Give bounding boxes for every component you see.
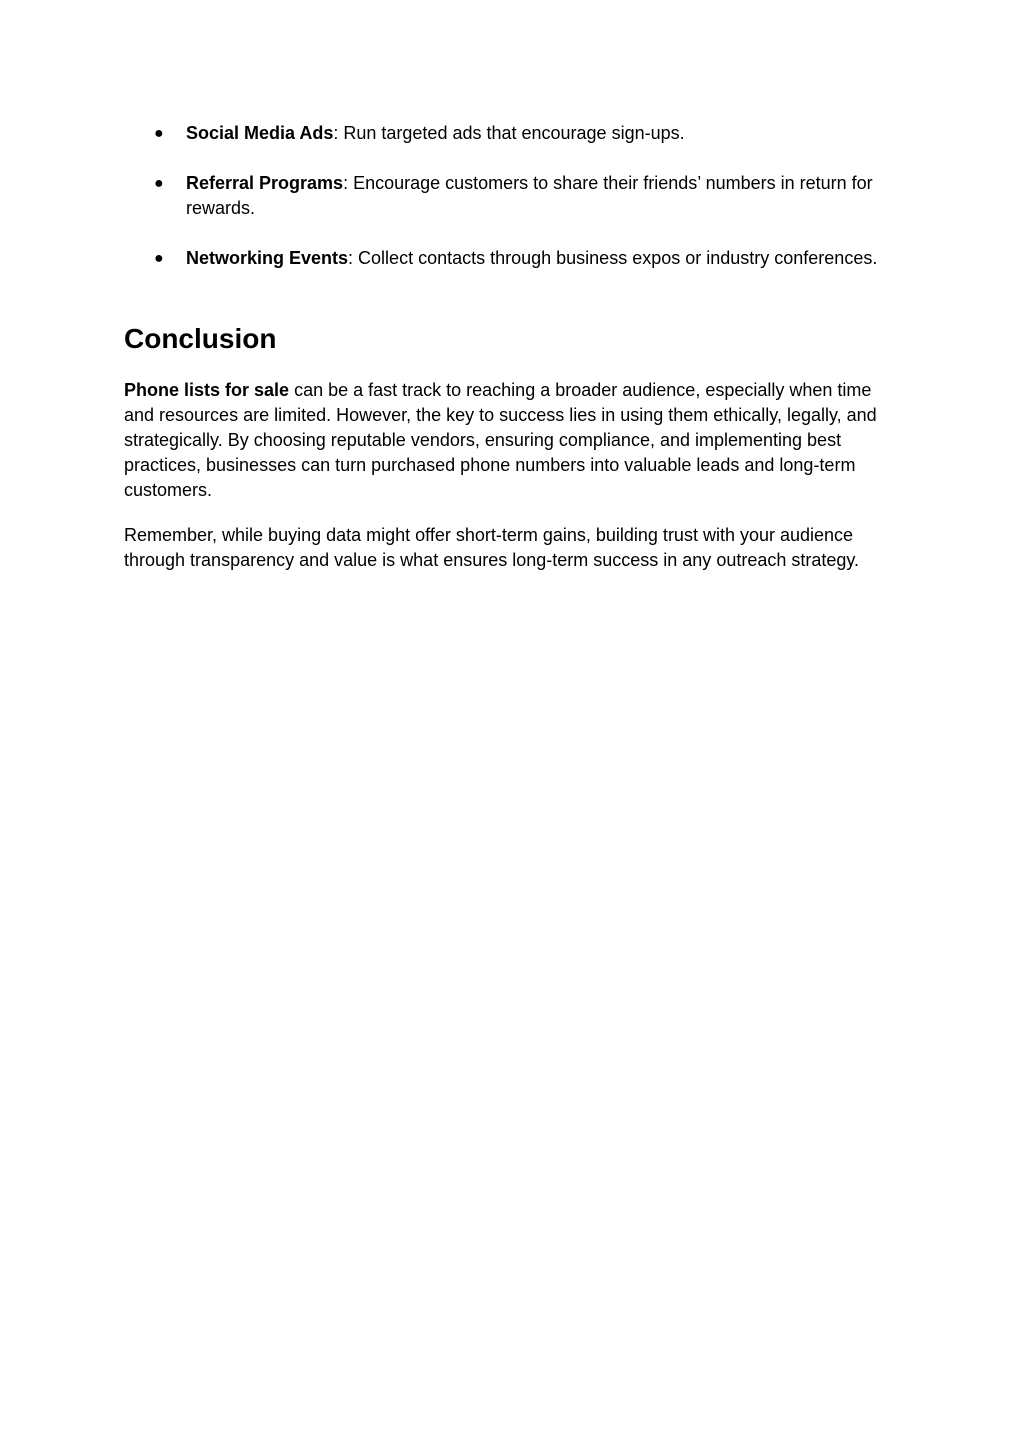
bold-phrase: Phone lists for sale [124, 380, 290, 400]
list-item [124, 171, 904, 221]
bullet-icon: ● [154, 175, 164, 192]
list-item [124, 246, 904, 271]
bullet-term: Referral Programs [186, 173, 344, 193]
bullet-text: : Encourage customers to share their friends’ numbers in return for rewards. [186, 173, 873, 218]
bullet-text: : Run targeted ads that encourage sign-ups. [333, 123, 685, 143]
closing-paragraph: Remember, while buying data might offer short-term gains, building trust with your audience through transparency and value is what ensures long-term success in any outreach strategy. [124, 525, 860, 570]
bullet-text: : Collect contacts through business expos or industry conferences. [348, 248, 878, 268]
list-item [124, 121, 904, 146]
bullet-term: Networking Events [186, 248, 349, 268]
paragraph-text: can be a fast track to reaching a broader audience, especially when time and resources are limited. However, the key to success lies in using them ethically, legally, and strategically. By choosing reputable vendors, ensuring compliance, and implementing best practices, businesses can turn purchased phone numbers into valuable leads and long-term customers. [124, 380, 877, 500]
conclusion-paragraph [124, 378, 904, 503]
bullet-icon: ● [154, 250, 164, 267]
bullet-list [124, 121, 904, 296]
bullet-icon: ● [154, 125, 164, 142]
section-heading: Conclusion [124, 323, 277, 354]
bullet-term: Social Media Ads [186, 123, 334, 143]
